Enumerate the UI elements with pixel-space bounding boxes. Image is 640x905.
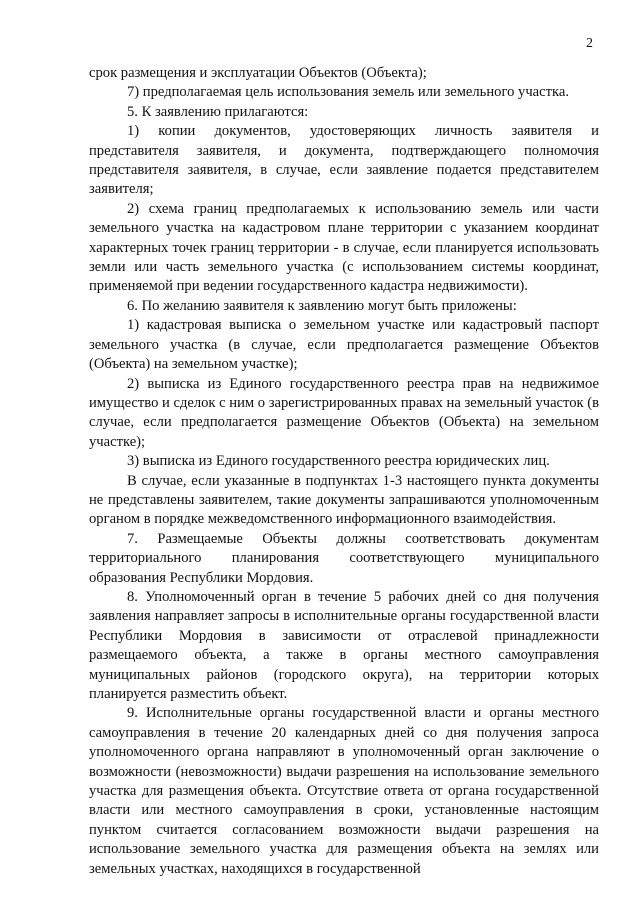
- section-8-paragraph: 8. Уполномоченный орган в течение 5 рабочих дней со дня получения заявления направляет запросы в исполнительные органы государственной власти Республики Мордовия в зависимости от отраслевой принадлежности размещаемого объекта, а также в органы местного самоуправления муниципальных районов (городского округа), на территории которых планируется разместить объект.: [89, 588, 599, 702]
- section-7-paragraph: 7. Размещаемые Объекты должны соответствовать документам территориального планирования соответствующего муниципального образования Республики Мордовия.: [89, 530, 599, 586]
- attachment-item-1: 1) копии документов, удостоверяющих личность заявителя и представителя заявителя, и документа, подтверждающего полномочия представителя заявителя, в случае, если заявление подается представителем заявителя;: [89, 123, 599, 198]
- section-6-heading: 6. По желанию заявителя к заявлению могут быть приложены:: [127, 297, 517, 314]
- optional-item-1: 1) кадастровая выписка о земельном участке или кадастровый паспорт земельного участка (в случае, если предполагается размещение Объектов (Объекта) на земельном участке);: [89, 317, 599, 373]
- document-body: [89, 64, 599, 879]
- optional-item-2: 2) выписка из Единого государственного реестра прав на недвижимое имущество и сделок с ним о зарегистрированных правах на земельный участок (в случае, если предполагается размещение Объектов (Объекта) на земельном участке);: [89, 375, 600, 450]
- page-number: 2: [586, 36, 593, 51]
- section-5-heading: 5. К заявлению прилагаются:: [127, 103, 309, 120]
- paragraph-continuation: срок размещения и эксплуатации Объектов (Объекта);: [89, 65, 427, 81]
- section-9-paragraph: 9. Исполнительные органы государственной власти и органы местного самоуправления в течение 20 календарных дней со дня получения запроса уполномоченного органа направляют в уполномоченный орган заключение о возможности (невозможности) выдачи разрешения на использование земельного участка для размещения объекта. Отсутствие ответа от органа государственной власти или местного самоуправления в сроки, установленные настоящим пунктом считается согласованием возможности выдачи разрешения на использование земельного участка для размещения объекта на землях или земельных участках, находящихся в государственной: [89, 705, 599, 877]
- interagency-paragraph: В случае, если указанные в подпунктах 1-3 настоящего пункта документы не представлены заявителем, такие документы запрашиваются уполномоченным органом в порядке межведомственного информационного взаимодействия.: [89, 472, 599, 528]
- list-item-7-purpose: 7) предполагаемая цель использования земель или земельного участка.: [127, 84, 569, 101]
- optional-item-3: 3) выписка из Единого государственного реестра юридических лиц.: [127, 453, 550, 470]
- attachment-item-2: 2) схема границ предполагаемых к использованию земель или части земельного участка на кадастровом плане территории с указанием координат характерных точек границ территории - в случае, если планируется использовать земли или часть земельного участка (с использованием системы координат, применяемой при ведении государственного кадастра недвижимости).: [89, 200, 599, 295]
